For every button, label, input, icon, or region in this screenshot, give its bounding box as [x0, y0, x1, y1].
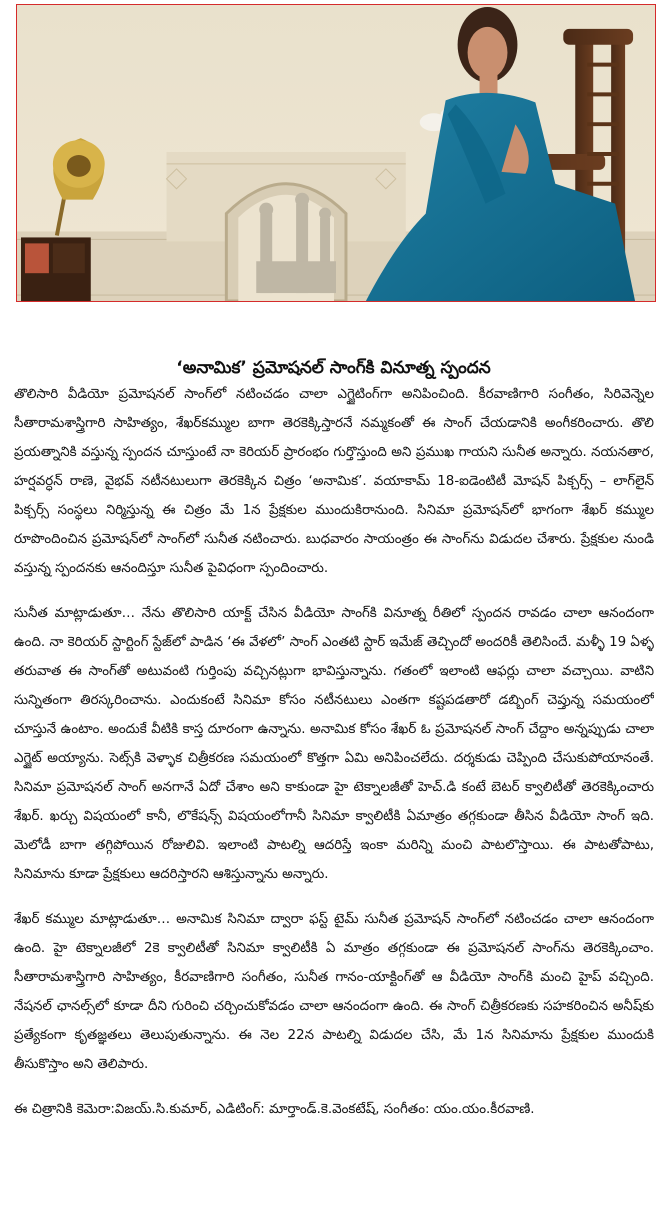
hero-photo: [16, 4, 656, 302]
article-paragraph: శేఖర్ కమ్ముల మాట్లాడుతూ… అనామిక సినిమా ద్వారా ఫస్ట్ టైమ్ సునీత ప్రమోషన్ సాంగ్‌లో నటించడం చాలా ఆనందంగా ఉంది. హై టెక్నాలజీలో 2కె క్వాలిటీతో సినిమా క్వాలిటీకి ఏ మాత్రం తగ్గకుండా ఈ ప్రమోషనల్ సాంగ్‌ను తెరకెక్కించాం. సీతారామశాస్త్రిగారి సాహిత్యం, కీరవాణిగారి సంగీతం, సునీత గానం-యాక్టింగ్‌తో ఆ వీడియో సాంగ్‌కి మంచి హైప్ వచ్చింది. నేషనల్ ఛానల్స్‌లో కూడా దీని గురించి చర్చించుకోవడం చాలా ఆనందంగా ఉంది. ఈ సాంగ్ చిత్రీకరణకు సహకరించిన అనీష్‌కు ప్రత్యేకంగా కృతజ్ఞతలు తెలుపుతున్నాను. ఈ నెల 22న పాటల్ని విడుదల చేసి, మే 1న సినిమాను ప్రేక్షకుల ముందుకి తీసుకొస్తాం అని తెలిపారు.: [14, 912, 654, 1072]
article-credits: ఈ చిత్రానికి కెమెరా:విజయ్.సి.కుమార్, ఎడిటింగ్: మార్తాండ్.కె.వెంకటేష్, సంగీతం: యం.యం.కీరవాణి.: [14, 1102, 535, 1117]
hero-photo-illustration: [17, 5, 655, 301]
article-headline: ‘అనామిక’ ప్రమోషనల్ సాంగ్‌కి వినూత్న స్పందన: [176, 358, 491, 379]
article-paragraph: తొలిసారి వీడియో ప్రమోషనల్ సాంగ్‌లో నటించడం చాలా ఎగ్జైటింగ్‌గా అనిపించింది. కీరవాణిగారి సంగీతం, సిరివెన్నెల సీతారామశాస్త్రిగారి సాహిత్యం, శేఖర్‌కమ్ముల బాగా తెరకెక్కిస్తారనే నమ్మకంతో ఈ సాంగ్ చేయడానికి అంగీకరించారు. తొలి ప్రయత్నానికి వస్తున్న స్పందన చూస్తుంటే నా కెరియర్ ప్రారంభం గుర్తొస్తుంది అని ప్రముఖ గాయని సునీత అన్నారు. నయనతార, హర్షవర్ధన్ రాణె, వైభవ్ నటీనటులుగా తెరకెక్కిన చిత్రం ‘అనామిక’. వయాకామ్ 18-ఐడెంటిటీ మోషన్ పిక్చర్స్ – లాగ్‌లైన్ పిక్చర్స్ సంస్థలు నిర్మిస్తున్న ఈ చిత్రం మే 1న ప్రేక్షకుల ముందుకిరానుంది. సినిమా ప్రమోషన్‌లో భాగంగా శేఖర్ కమ్ముల రూపొందించిన ప్రమోషన్‌లో సాంగ్‌లో సునీత నటించారు. బుధవారం సాయంత్రం ఈ సాంగ్‌ను విడుదల చేశారు. ప్రేక్షకుల నుండి వస్తున్న స్పందనకు ఆనందిస్తూ సునీత పైవిధంగా స్పందించారు.: [14, 387, 654, 576]
article-body: [14, 380, 654, 1210]
article-paragraph: సునీత మాట్లాడుతూ… నేను తొలిసారి యాక్ట్ చేసిన వీడియో సాంగ్‌కి వినూత్న రీతిలో స్పందన రావడం చాలా ఆనందంగా ఉంది. నా కెరియర్ స్టార్టింగ్ స్టేజ్‌లో పాడిన ‘ఈ వేళలో’ సాంగ్ ఎంతటి స్టార్ ఇమేజ్ తెచ్చిందో అందరికీ తెలిసిందే. మళ్ళీ 19 ఏళ్ళ తరువాత ఈ సాంగ్‌తో అటువంటి గుర్తింపు వచ్చినట్లుగా భావిస్తున్నాను. గతంలో ఇలాంటి ఆఫర్లు చాలా వచ్చాయి. వాటిని సున్నితంగా తిరస్కరించాను. ఎందుకంటే సినిమా కోసం నటీనటులు ఎంతగా కష్టపడతారో డబ్బింగ్ చెప్తున్న సమయంలో చూస్తునే ఉంటాం. అందుకే వీటికి కాస్త దూరంగా ఉన్నాను. అనామిక కోసం శేఖర్ ఓ ప్రమోషనల్ సాంగ్ చేద్దాం అన్నప్పుడు చాలా ఎగ్జైట్ అయ్యాను. సెట్స్‌కి వెళ్ళాక చిత్రీకరణ సమయంలో కొత్తగా ఏమి అనిపించలేదు. దర్శకుడు చెప్పింది చేసుకుపోయానంతే. సినిమా ప్రమోషనల్ సాంగ్ అనగానే ఏదో చేశాం అని కాకుండా హై టెక్నాలజీతో హెచ్.డి కంటే బెటర్ క్వాలిటీతో తెరకెక్కించారు శేఖర్. ఖర్చు విషయంలో కానీ, లొకేషన్స్ విషయంలోగానీ సినిమా క్వాలిటీకి ఏమాత్రం తగ్గకుండా తీసిన వీడియో సాంగ్ ఇది. మెలోడీ బాగా తగ్గిపోయిన రోజులివి. ఇలాంటి పాటల్ని ఆదరిస్తే ఇంకా మరిన్ని మంచి పాటలొస్తాయి. ఈ పాటతోపాటు, సినిమాను కూడా ప్రేక్షకులు ఆదరిస్తారని ఆశిస్తున్నాను అన్నారు.: [14, 606, 654, 882]
